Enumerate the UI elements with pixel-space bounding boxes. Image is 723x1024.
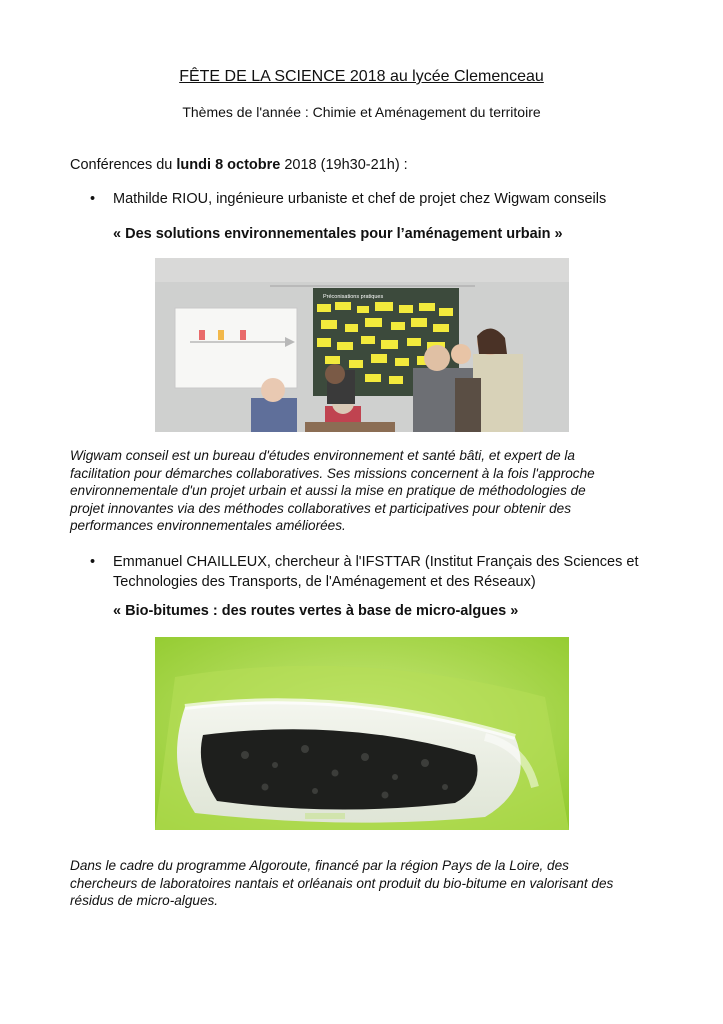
talk-1-description-line: facilitation pour démarches collaboratives. Ses missions concernent à la fois l'approche — [70, 465, 595, 481]
bullet-marker: • — [90, 554, 96, 570]
page-subtitle: Thèmes de l'année : Chimie et Aménagement du territoire — [182, 104, 541, 120]
poster-caption: Préconisations pratiques — [323, 294, 384, 300]
conference-date-line — [70, 157, 408, 173]
conference-prefix: Conférences du — [70, 157, 177, 173]
workshop-photo-image — [155, 258, 569, 432]
speaker-1-name: Mathilde RIOU, ingénieure urbaniste et chef de projet chez Wigwam conseils — [113, 191, 607, 207]
bullet-marker: • — [90, 191, 96, 207]
speaker-2-name-line-2: Technologies des Transports, de l'Aménagement et des Réseaux) — [113, 574, 536, 590]
talk-1-description-line: performances environnementales améliorées. — [70, 518, 346, 533]
talk-2-description-line: Dans le cadre du programme Algoroute, financé par la région Pays de la Loire, des — [70, 858, 569, 873]
workshop-photo — [155, 258, 569, 432]
bio-bitumen-photo-image — [155, 637, 569, 830]
conference-time: 2018 (19h30-21h) : — [280, 157, 408, 173]
speaker-2-name-line-1: Emmanuel CHAILLEUX, chercheur à l'IFSTTAR (Institut Français des Sciences et — [113, 554, 639, 570]
talk-1-description-line: environnementale d'un projet urbain et aussi la mise en pratique de méthodologies de — [70, 483, 586, 498]
bio-bitumen-photo — [155, 637, 569, 830]
talk-2-title: « Bio-bitumes : des routes vertes à base de micro-algues » — [113, 603, 519, 619]
talk-1-description — [70, 447, 660, 535]
talk-2-description — [70, 857, 660, 910]
talk-1-title: « Des solutions environnementales pour l’aménagement urbain » — [113, 226, 563, 242]
talk-2-description-line: chercheurs de laboratoires nantais et orléanais ont produit du bio-bitume en valorisant des — [70, 875, 614, 891]
talk-1-description-line: projet innovantes via des méthodes collaboratives et participatives pour obtenir des — [70, 500, 571, 516]
talk-1-description-line: Wigwam conseil est un bureau d'études environnement et santé bâti, et expert de la — [70, 448, 575, 463]
conference-date: lundi 8 octobre — [176, 157, 281, 173]
talk-2-description-line: résidus de micro-algues. — [70, 893, 219, 908]
page-title: FÊTE DE LA SCIENCE 2018 au lycée Clemenceau — [179, 68, 544, 85]
